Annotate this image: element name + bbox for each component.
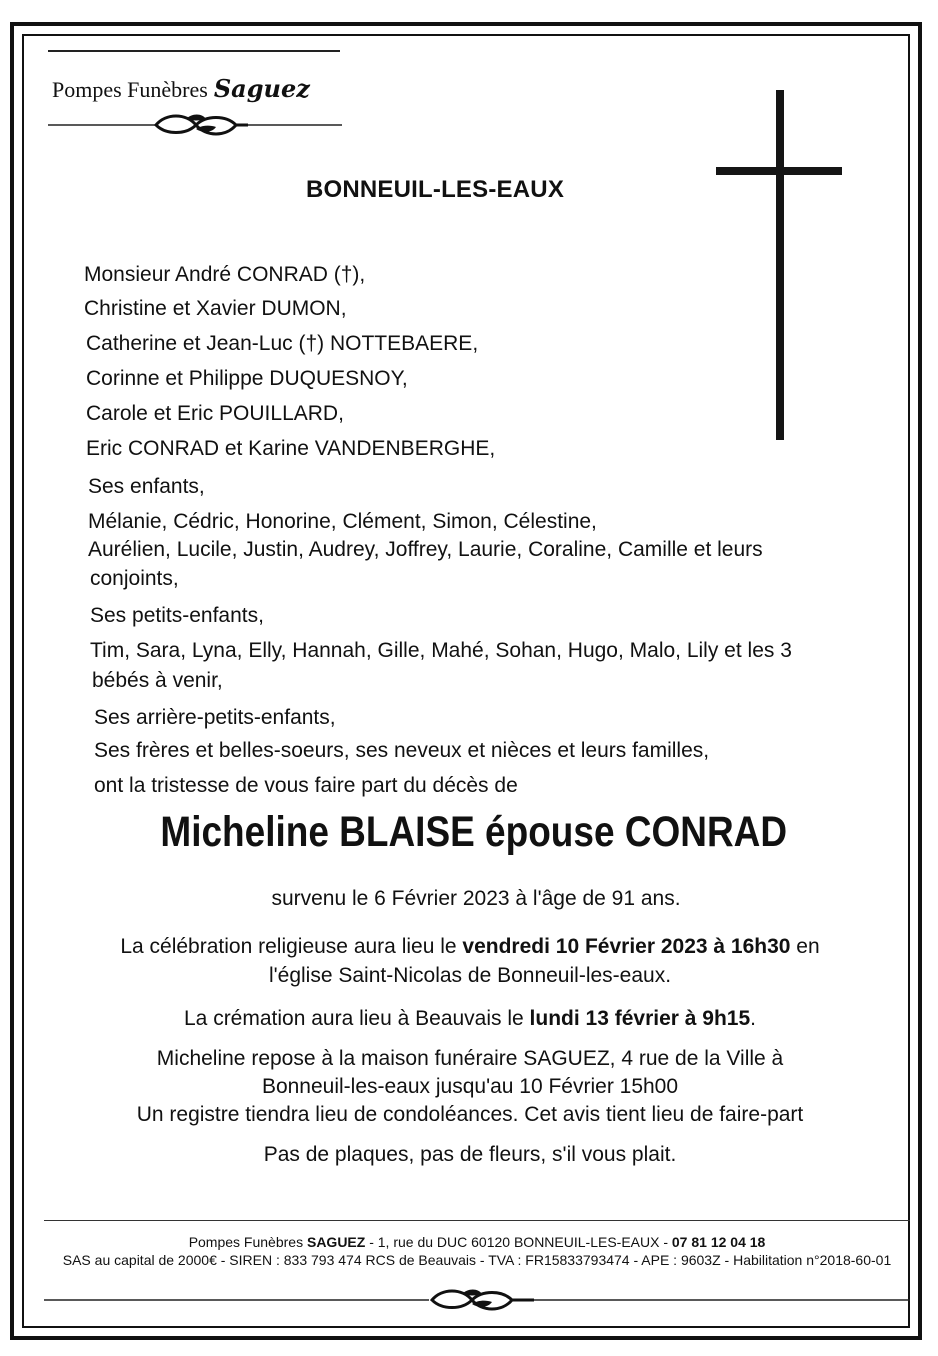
- cremation-pre: La crémation aura lieu à Beauvais le: [184, 1007, 530, 1030]
- family-line: Carole et Eric POUILLARD,: [86, 402, 344, 425]
- family-line: bébés à venir,: [92, 669, 223, 692]
- rest-line-2: Bonneuil-les-eaux jusqu'au 10 Février 15h00: [261, 1075, 679, 1098]
- brand-header: [46, 50, 346, 143]
- family-line: Catherine et Jean-Luc (†) NOTTEBAERE,: [86, 332, 479, 355]
- family-line: Ses petits-enfants,: [90, 604, 264, 627]
- family-line: Ses frères et belles-soeurs, ses neveux et nièces et leurs familles,: [94, 739, 710, 762]
- ceremony-line-1: [80, 934, 860, 960]
- footer-rule: [44, 1220, 910, 1221]
- brand-name-script: Saguez: [213, 74, 310, 103]
- family-line: Tim, Sara, Lyna, Elly, Hannah, Gille, Mahé, Sohan, Hugo, Malo, Lily et les 3: [90, 639, 792, 662]
- family-line: ont la tristesse de vous faire part du décès de: [94, 774, 518, 797]
- footer-brand: SAGUEZ: [306, 1234, 366, 1250]
- footer-line-1: [44, 1234, 910, 1250]
- footer-phone: 07 81 12 04 18: [671, 1234, 766, 1250]
- family-line: Corinne et Philippe DUQUESNOY,: [86, 367, 408, 390]
- cross-icon-vertical: [776, 90, 784, 440]
- death-date: survenu le 6 Février 2023 à l'âge de 91 ans.: [271, 887, 681, 910]
- footer-prefix: Pompes Funèbres: [188, 1234, 307, 1250]
- ceremony-line-2: l'église Saint-Nicolas de Bonneuil-les-eaux.: [268, 964, 672, 987]
- brand-name: [52, 74, 346, 103]
- brand-name-prefix: Pompes Funèbres: [52, 77, 208, 102]
- footer-address: - 1, rue du DUC 60120 BONNEUIL-LES-EAUX -: [365, 1234, 672, 1250]
- cross-icon-horizontal: [716, 167, 842, 175]
- ceremony-post: en: [790, 935, 820, 958]
- family-line: Aurélien, Lucile, Justin, Audrey, Joffrey, Laurie, Coraline, Camille et leurs: [88, 538, 763, 561]
- ceremony-pre: La célébration religieuse aura lieu le: [120, 935, 463, 958]
- family-line: Ses arrière-petits-enfants,: [94, 706, 336, 729]
- brand-rule: [48, 50, 340, 52]
- cremation-line: [80, 1006, 860, 1032]
- no-flowers-line: Pas de plaques, pas de fleurs, s'il vous plait.: [263, 1143, 677, 1166]
- cremation-post: .: [750, 1007, 756, 1030]
- registry-line: Un registre tiendra lieu de condoléances. Cet avis tient lieu de faire-part: [136, 1103, 804, 1126]
- footer-flourish-ornament-icon: [44, 1284, 910, 1318]
- flourish-ornament-icon: [46, 103, 346, 143]
- family-line: Eric CONRAD et Karine VANDENBERGHE,: [86, 437, 496, 460]
- family-line: Christine et Xavier DUMON,: [84, 297, 347, 320]
- ceremony-datetime: vendredi 10 Février 2023 à 16h30: [462, 935, 791, 958]
- family-line: Monsieur André CONRAD (†),: [84, 263, 366, 286]
- deceased-name: Micheline BLAISE épouse CONRAD: [160, 808, 788, 856]
- family-line: Mélanie, Cédric, Honorine, Clément, Simon, Célestine,: [88, 510, 597, 533]
- footer-line-2: SAS au capital de 2000€ - SIREN : 833 793 474 RCS de Beauvais - TVA : FR15833793474 - APE : 9603Z - Habilitation n°2018-60-01: [62, 1252, 892, 1268]
- cremation-datetime: lundi 13 février à 9h15: [529, 1007, 751, 1030]
- city-heading: BONNEUIL-LES-EAUX: [305, 176, 565, 203]
- family-line: Ses enfants,: [88, 475, 205, 498]
- family-line: conjoints,: [90, 567, 179, 590]
- rest-line-1: Micheline repose à la maison funéraire SAGUEZ, 4 rue de la Ville à: [156, 1047, 784, 1070]
